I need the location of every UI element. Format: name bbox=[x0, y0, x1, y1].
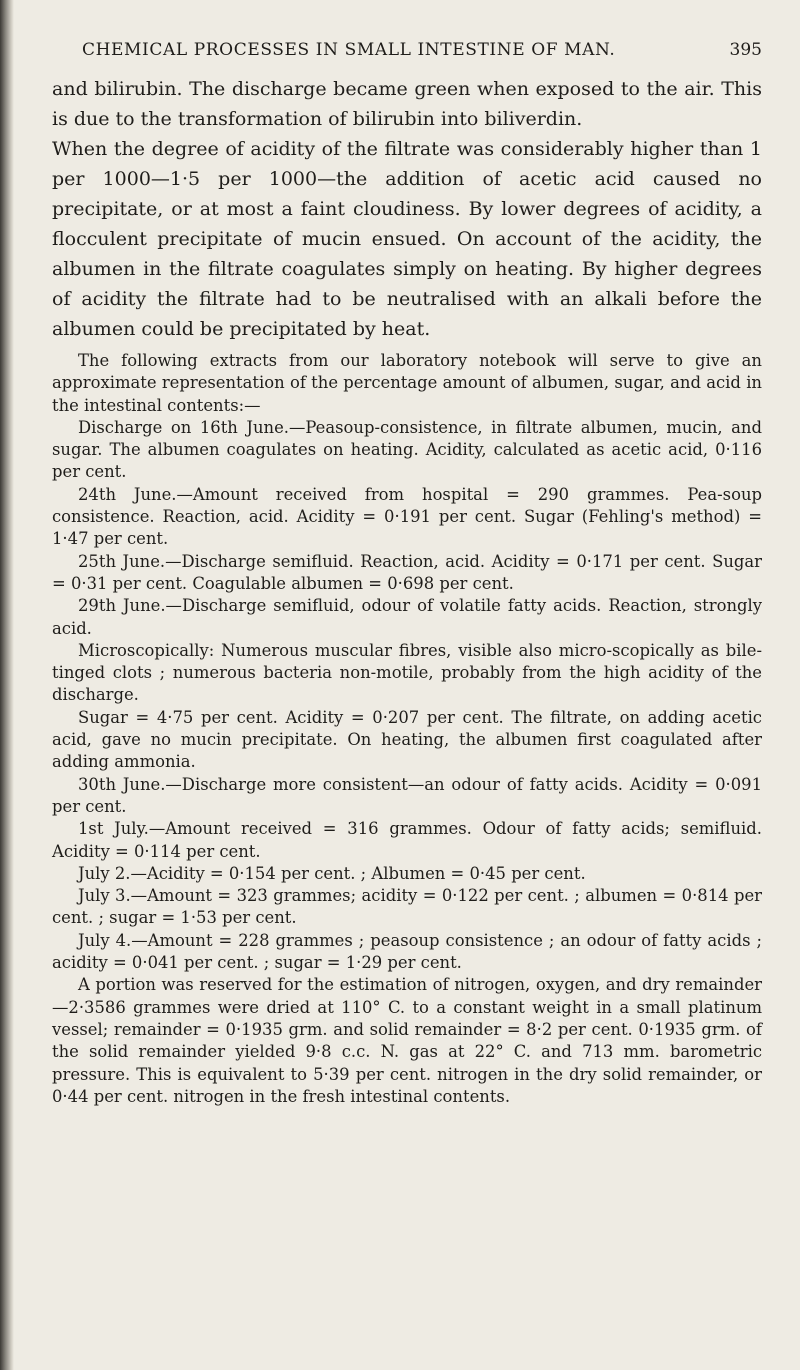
extract-july-4: July 4.—Amount = 228 grammes ; peasoup consistence ; an odour of fatty acids ; acidity = 0·041 per cent. ; sugar = 1·29 per cent. bbox=[52, 930, 762, 973]
running-head bbox=[82, 40, 762, 74]
extract-25th-june: 25th June.—Discharge semifluid. Reaction, acid. Acidity = 0·171 per cent. Sugar = 0·31 per cent. Coagulable albumen = 0·698 per cent. bbox=[52, 551, 762, 593]
page-number: 395 bbox=[729, 40, 762, 60]
page bbox=[52, 40, 762, 1108]
extract-1st-july: 1st July.—Amount received = 316 grammes. Odour of fatty acids; semifluid. Acidity = 0·114 per cent. bbox=[52, 819, 762, 861]
extract-july-2: July 2.—Acidity = 0·154 per cent. ; Albumen = 0·45 per cent. bbox=[78, 863, 586, 883]
paragraph-acidity: When the degree of acidity of the filtrate was considerably higher than 1 per 1000—1·5 per 1000—the addition of acetic acid caused no precipitate, or at most a faint cloudiness. By lower degrees of acidity, a flocculent precipitate of mucin ensued. On account of the acidity, the albumen in the filtrate coagulates simply on heating. By higher degrees of acidity the filtrate had to be neutralised with an alkali before the albumen could be precipitated by heat. bbox=[52, 138, 762, 340]
extract-sugar: Sugar = 4·75 per cent. Acidity = 0·207 per cent. The filtrate, on adding acetic acid, gave no mucin precipitate. On heating, the albumen first coagulated after adding ammonia. bbox=[52, 707, 762, 772]
extract-29th-june: 29th June.—Discharge semifluid, odour of volatile fatty acids. Reaction, strongly acid. bbox=[52, 596, 762, 638]
extract-microscopy: Microscopically: Numerous muscular fibres, visible also micro-scopically as bile-tinged clots ; numerous bacteria non-motile, probably from the high acidity of the discharge. bbox=[52, 640, 762, 705]
running-title: CHEMICAL PROCESSES IN SMALL INTESTINE OF MAN. bbox=[82, 40, 616, 60]
extract-nitrogen: A portion was reserved for the estimation of nitrogen, oxygen, and dry remainder—2·3586 grammes were dried at 110° C. to a constant weight in a small platinum vessel; remainder = 0·1935 grm. and solid remainder = 8·2 per cent. 0·1935 grm. of the solid remainder yielded 9·8 c.c. N. gas at 22° C. and 713 mm. barometric pressure. This is equivalent to 5·39 per cent. nitrogen in the dry solid remainder, or 0·44 per cent. nitrogen in the fresh intestinal contents. bbox=[52, 975, 762, 1106]
body-text bbox=[52, 74, 762, 344]
extract-24th-june: 24th June.—Amount received from hospital = 290 grammes. Pea-soup consistence. Reaction, acid. Acidity = 0·191 per cent. Sugar (Fehling's method) = 1·47 per cent. bbox=[52, 484, 762, 549]
extract-intro: The following extracts from our laboratory notebook will serve to give an approximate representation of the percentage amount of albumen, sugar, and acid in the intestinal contents:— bbox=[52, 351, 762, 415]
extract-16th-june: Discharge on 16th June.—Peasoup-consistence, in filtrate albumen, mucin, and sugar. The albumen coagulates on heating. Acidity, calculated as acetic acid, 0·116 per cent. bbox=[52, 417, 762, 482]
paragraph-bilirubin: and bilirubin. The discharge became green when exposed to the air. This is due to the transformation of bilirubin into biliverdin. bbox=[52, 78, 762, 130]
extract-30th-june: 30th June.—Discharge more consistent—an odour of fatty acids. Acidity = 0·091 per cent. bbox=[52, 774, 762, 816]
book-spine-shadow bbox=[0, 0, 14, 1370]
extract-july-3: July 3.—Amount = 323 grammes; acidity = 0·122 per cent. ; albumen = 0·814 per cent. ; sugar = 1·53 per cent. bbox=[52, 886, 762, 928]
notebook-extracts bbox=[52, 350, 762, 1108]
